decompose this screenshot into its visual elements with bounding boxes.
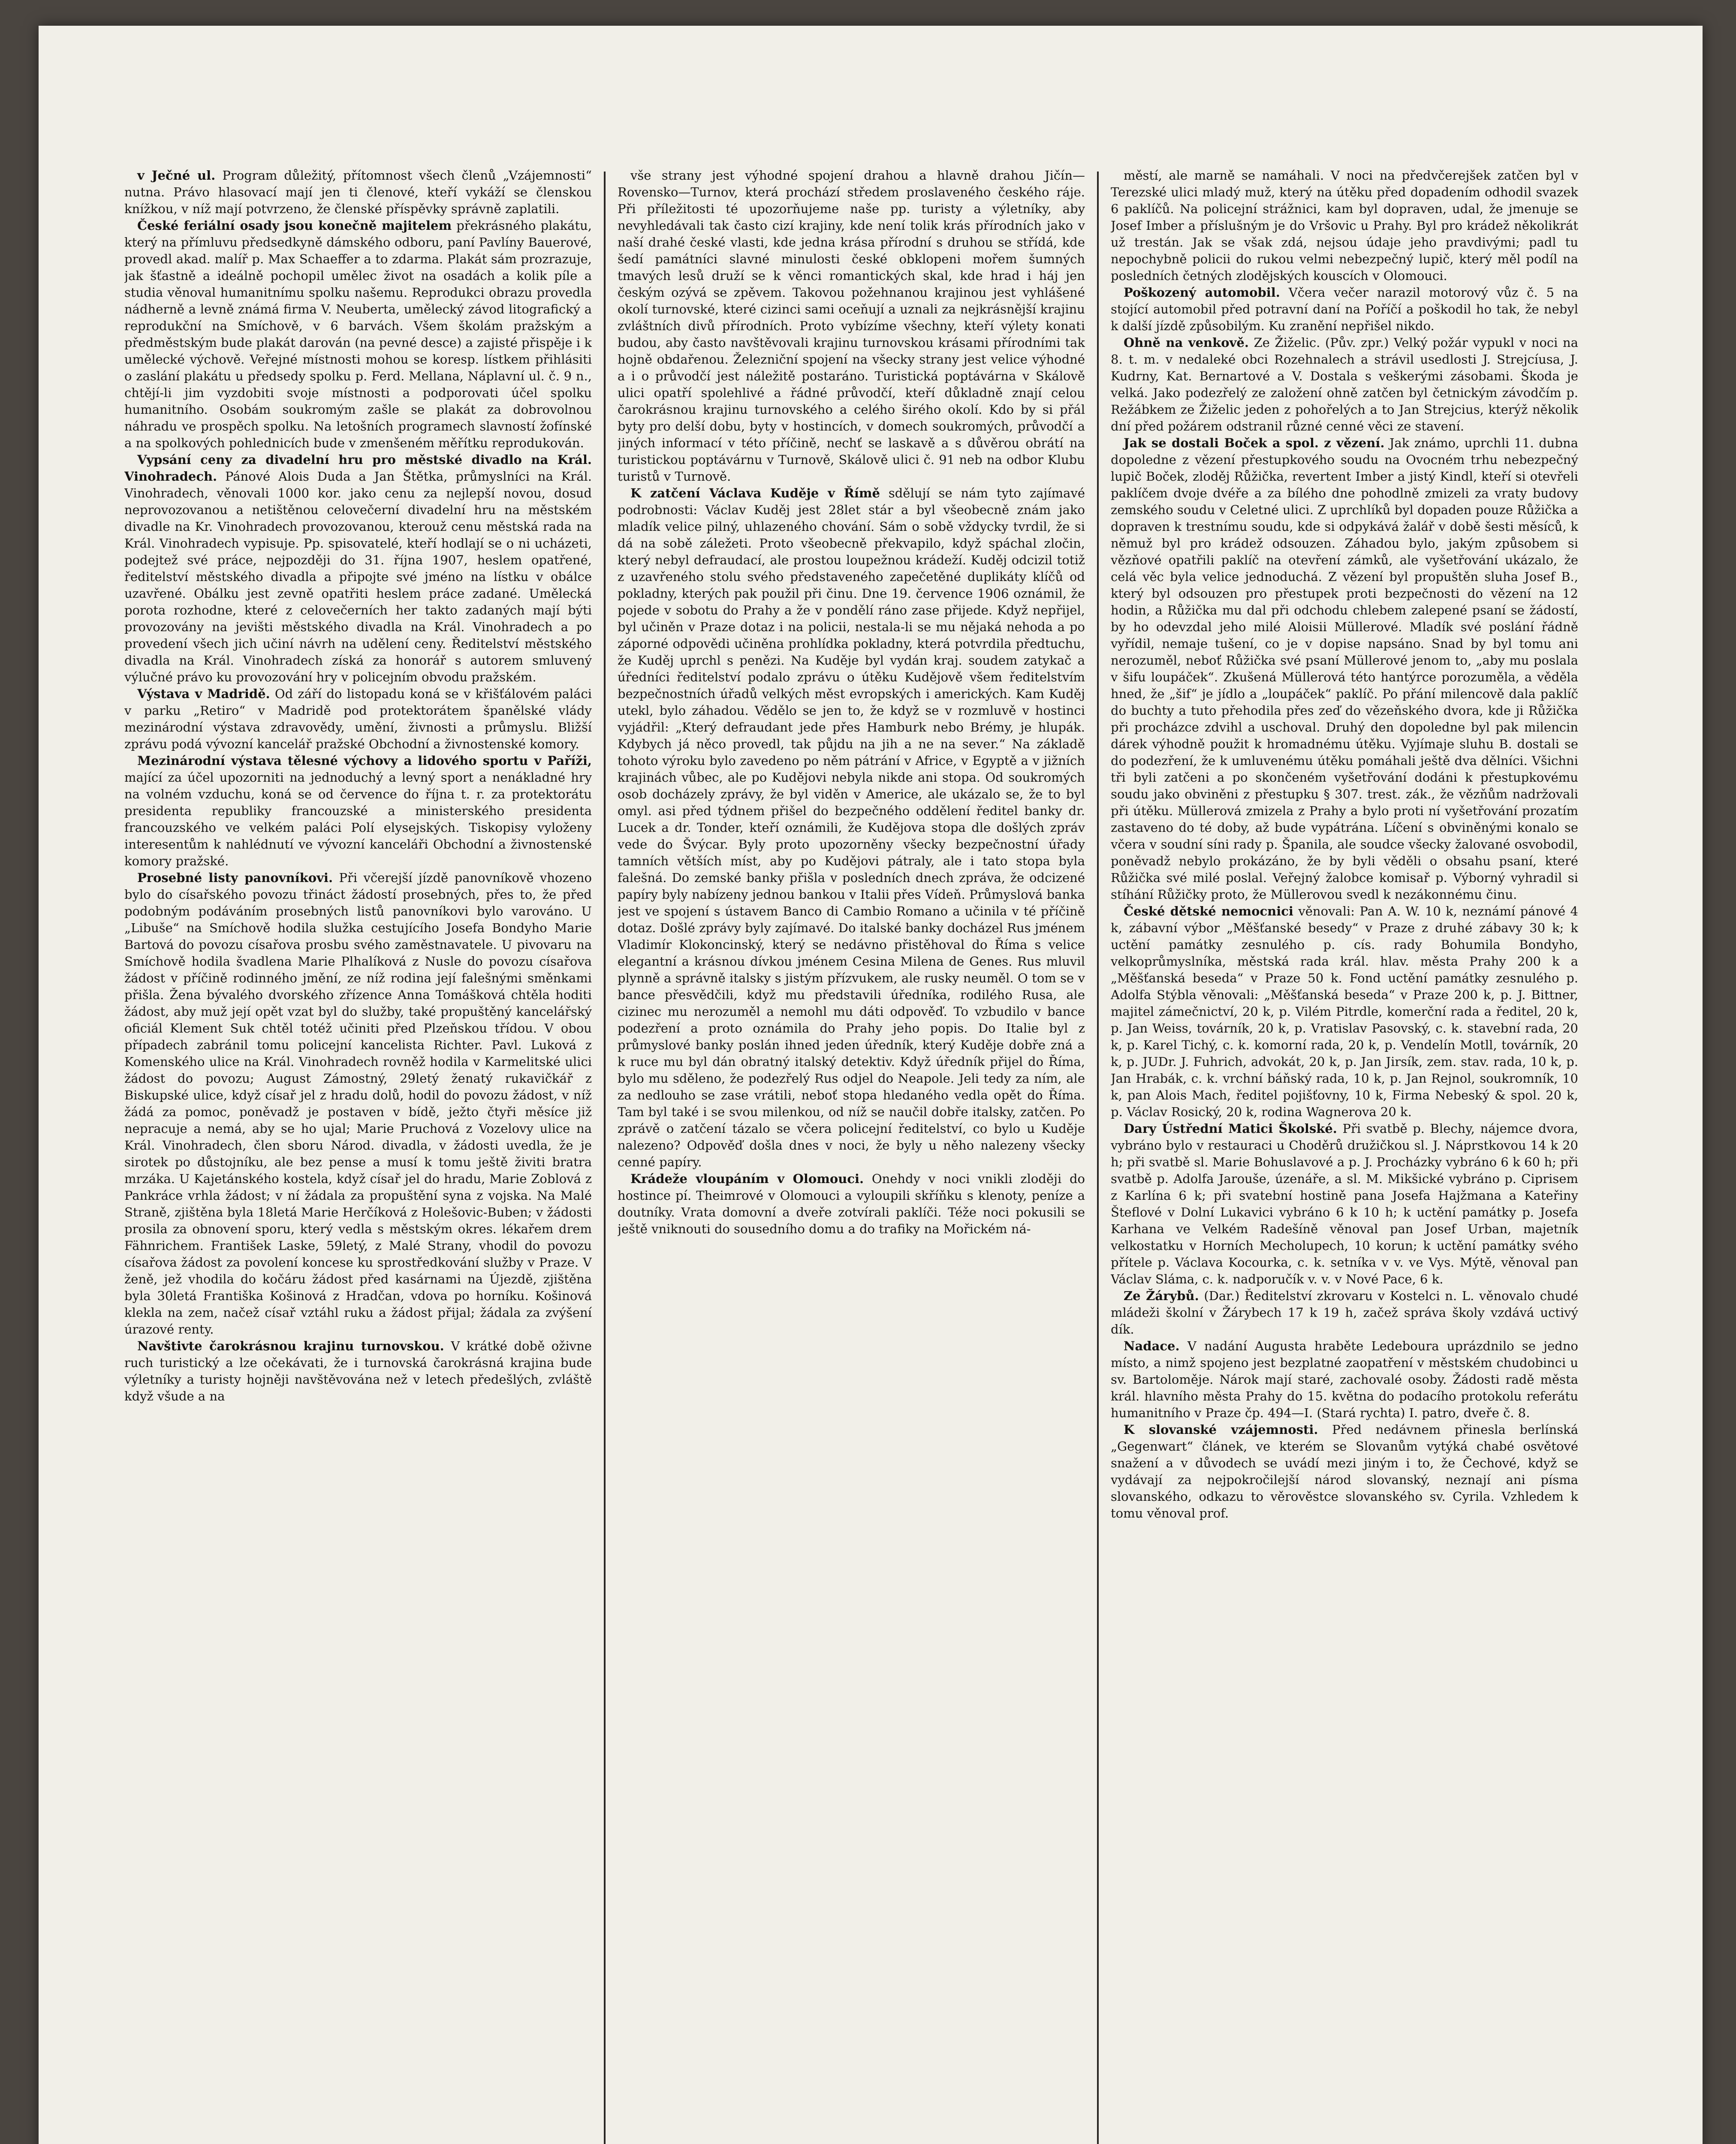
newspaper-page xyxy=(39,26,1703,2144)
article-headline: České feriální osady jsou konečně majitelem xyxy=(137,218,452,233)
column-2 xyxy=(618,167,1085,2144)
column-1 xyxy=(124,167,592,2144)
article-paragraph xyxy=(1111,1120,1578,1288)
article-body: Při včerejší jízdě panovníkově vhozeno bylo do císařského povozu třináct žádostí prosebných, přes to, že před podobným podáváním prosebných listů panovníkovi bylo varováno. U „Libuše“ na Smíchově hodila služka cestujícího Josefa Bondyho Marie Bartová do povozu císařova prosbu svého zaměstnavatele. U pivovaru na Smíchově hodila švadlena Marie Plhalíková z Nusle do povozu císařova žádost v příčině rodinného jmění, ze níž rodina její falešnými směnkami přišla. Žena bývalého dvorského zřízence Anna Tomášková chtěla hoditi žádost, aby muž její opět vzat byl do služby, také propuštěný kancelářský oficiál Klement Suk chtěl totéž učiniti před Plzeňskou třídou. V obou případech zabránil tomu policejní kancelista Richter. Pavl. Luková z Komenského ulice na Král. Vinohradech rovněž hodila v Karmelitské ulici žádost do povozu; August Zámostný, 29letý ženatý rukavičkář z Biskupské ulice, když císař jel z hradu dolů, hodil do povozu žádost, v níž žádá za pomoc, poněvadž je postaven v bídě, ježto čtyři měsíce již nepracuje a nemá, aby se ho ujal; Marie Pruchová z Vozelovy ulice na Král. Vinohradech, člen sboru Národ. divadla, v žádosti uvedla, že je sirotek po důstojníku, ale bez pense a musí k tomu ještě živiti bratra mrzáka. U Kajetánského kostela, když císař jel do hradu, Marie Zoblová z Pankráce vrhla žádost; v ní žádala za propuštění syna z vojska. Na Malé Straně, zjištěna byla 18letá Marie Herčíková z Holešovic-Buben; v žádosti prosila za obnovení sporu, který vedla s městským okres. lékařem drem Fähnrichem. František Laske, 59letý, z Malé Strany, vhodil do povozu císařova žádost za povolení koncese ku sprostředkování služby v Praze. V ženě, jež vhodila do kočáru žádost před kasárnami na Újezdě, zjištěna byla 30letá Františka Košinová z Hradčan, vdova po horníku. Košinová klekla na zem, načež císař vztáhl ruku a žádost přijal; žádala za zvýšení úrazové renty. xyxy=(124,870,592,1337)
article-headline: Dary Ústřední Matici Školské. xyxy=(1124,1121,1337,1136)
article-headline: Výstava v Madridě. xyxy=(137,687,270,701)
article-headline: K zatčení Václava Kuděje v Římě xyxy=(630,486,880,500)
article-headline: Vypsání ceny za divadelní hru pro městské divadlo na Král. Vinohradech. xyxy=(124,452,592,484)
article-body: Ze Žiželic. (Pův. zpr.) Velký požár vypukl v noci na 8. t. m. v nedaleké obci Rozehnalech a strávil usedlosti J. Strejcíusa, J. Kudrny, Kat. Bernartové a V. Dostala s veškerými zásobami. Škoda je velká. Jako podezřelý ze založení ohně zatčen byl četnickým závodčím p. Režábkem ze Žiželic jeden z pohořelých a to Jan Strejcius, kterýž několik dní před požárem odstranil různé cenné věci ze stavení. xyxy=(1111,335,1578,434)
article-body: sdělují se nám tyto zajímavé podrobnosti: Václav Kuděj jest 28let stár a byl všeobecně znám jako mladík velice pilný, uhlazeného chování. Sám o sobě vždycky tvrdil, že si dá na sobě záležeti. Proto všeobecně překvapilo, když spáchal zločin, který nebyl defraudací, ale prostou loupežnou krádeží. Kuděj odcizil totiž z uzavřeného stolu svého představeného zapečetěné duplikáty klíčů od pokladny, kterých pak použil při činu. Dne 19. července 1906 oznámil, že pojede v sobotu do Prahy a že v pondělí ráno zase přijede. Když nepřijel, byl učiněn v Praze dotaz i na policii, nestala-li se mu nějaká nehoda a po záporné odpovědi učiněna prohlídka pokladny, která potvrdila předtuchu, že Kuděj uprchl s penězi. Na Kuděje byl vydán kraj. soudem zatykač a úředníci ředitelství podalo zprávu o útěku Kudějově všem ředitelstvím bezpečnostních úřadů velkých měst evropských i amerických. Kam Kuděj utekl, bylo záhadou. Vědělo se jen to, že když se v rozmluvě v hostinci vyjádřil: „Který defraudant jede přes Hamburk nebo Brémy, je hlupák. Kdybych já něco provedl, tak půjdu na jih a ne na sever.“ Na základě tohoto výroku bylo zavedeno po něm pátrání v Africe, v Egyptě a v jižních krajinách vůbec, ale po Kudějovi nebyla nikde ani stopa. Od soukromých osob docházely zprávy, že byl viděn v Americe, ale ukázalo se, že to byl omyl. asi před týdnem přišel do bezpečného oddělení ředitel banky dr. Lucek a dr. Tonder, kteří oznámili, že Kudějova stopa dle došlých zpráv vede do Švýcar. Byly proto upozorněny všecky bezpečnostní úřady tamních větších míst, aby po Kudějovi pátraly, ale i tato stopa byla falešná. Do zemské banky přišla v posledních dnech zpráva, že odcizené papíry byly nabízeny jednou bankou v Italii přes Vídeň. Průmyslová banka jest ve spojení s ústavem Banco di Cambio Romano a učinila v té příčině dotaz. Došlé zprávy byly zajímavé. Do italské banky docházel Rus jménem Vladimír Klokoncinský, který se nedávno přistěhoval do Říma s velice elegantní a krásnou dívkou jménem Cesina Milena de Genes. Rus mluvil plynně a správně italsky s jistým přízvukem, ale rusky neuměl. O tom se v bance přesvědčili, když mu představili úředníka, rodilého Rusa, ale cizinec mu nerozuměl a nemohl mu dáti odpověď. To vzbudilo v bance podezření a proto oznámila do Prahy jeho popis. Do Italie byl z průmyslové banky poslán ihned jeden úředník, který Kuděje dobře zná a k ruce mu byl dán obratný italský detektiv. Když úředník přijel do Říma, bylo mu sděleno, že podezřelý Rus odjel do Neapole. Jeli tedy za ním, ale za nedlouho se zase vrátili, neboť stopa hledaného vedla opět do Říma. Tam byl také i se svou milenkou, od níž se naučil dobře italsky, zatčen. Po zprávě o zatčení tázalo se včera policejní ředitelství, co bylo u Kuděje nalezeno? Odpověď došla dnes v noci, že byly u něho nalezeny všecky cenné papíry. xyxy=(618,486,1085,1169)
article-paragraph xyxy=(618,1171,1085,1238)
article-paragraph xyxy=(1111,1288,1578,1338)
column-divider xyxy=(1097,172,1099,2144)
article-body: Včera večer narazil motorový vůz č. 5 na stojící automobil před potravní daní na Poříčí a poškodil ho tak, že nebyl k další jízdě způsobilým. Ku zranění nepřišel nikdo. xyxy=(1111,285,1578,333)
article-body: Jak známo, uprchli 11. dubna dopoledne z vězení přestupkového soudu na Ovocném trhu nebezpečný lupič Boček, zloděj Růžička, revertent Imber a jistý Kindl, kteří si otevřeli paklíčem dvoje dvéře a za bílého dne pohodlně zmizeli za vraty budovy zemského soudu v Celetné ulici. Z uprchlíků byl dopaden pouze Růžička a dopraven k trestnímu soudu, kde si odpykává žalář v době šesti měsíců, k němuž byl pro krádež odsouzen. Záhadou bylo, jakým způsobem si vězňové opatřili paklíč na otevření zámků, ale vyšetřování ukázalo, že celá věc byla velice jednoduchá. Z vězení byl propuštěn sluha Josef B., který byl odsouzen pro přestupek proti bezpečnosti do vězení na 12 hodin, a Růžička mu dal při odchodu chlebem zalepené psaní se žádostí, by ho odevzdal jeho milé Aloisii Müllerové. Mladík své poslání řádně vyřídil, nemaje tušení, co je v dopise napsáno. Snad by byl tomu ani nerozuměl, neboť Růžička své psaní Müllerové jenom to, „aby mu poslala v šifu loupáček“. Zkušená Müllerová této hantýrce porozuměla, a věděla hned, že „šif“ je jídlo a „loupáček“ paklíč. Po přání milencově dala paklíč do buchty a tuto přehodila přes zeď do vězeňského dvora, kde ji Růžička při procházce zdvihl a uschoval. Druhý den dopoledne byl pak milencin dárek výhodně použit k hromadnému útěku. Vyjímaje sluhu B. dostali se do podezření, že k umluvenému útěku pomáhali ještě dva dělníci. Všichni tři byli zatčeni a po skončeném vyšetřování dodáni k přestupkovému soudu jako obviněni z přestupku § 307. trest. zák., že vězňům nadržovali při útěku. Müllerová zmizela z Prahy a bylo proti ní vyšetřování prozatím zastaveno do té doby, až bude vypátrána. Líčení s obviněnými konalo se včera v soudní síni rady p. Španila, ale soudce všecky žalované osvobodil, poněvadž nebylo prokázáno, že by byli věděli o obsahu psaní, které Růžička své milé poslal. Veřejný žalobce komisař p. Výborný vyhradil si stíhání Růžičky proto, že Müllerovou svedl k nezákonnému činu. xyxy=(1111,436,1578,902)
article-body: Pánové Alois Duda a Jan Štětka, průmyslníci na Král. Vinohradech, věnovali 1000 kor. jako cenu za nejlepší novou, dosud neprovozovanou a netištěnou celovečerní divadelní hru na městském divadle na Kr. Vinohradech provozovanou, kterouž cenu městská rada na Král. Vinohradech vypisuje. Pp. spisovatelé, kteří hodlají se o ni ucházeti, podejtež své práce, nejpozději do 31. října 1907, heslem opatřené, ředitelství městského divadla a připojte své jméno na lístku v obálce uzavřené. Obálku jest zevně opatřiti heslem práce zadané. Umělecká porota rozhodne, které z celovečerních her takto zadaných mají býti provozovány na jevišti městského divadla na Král. Vinohradech a po provedení všech jich učiní návrh na udělení ceny. Ředitelství městského divadla na Král. Vinohradech získá za honorář s autorem smluvený výlučné právo ku provozování hry v policejním obvodu pražském. xyxy=(124,469,592,684)
article-headline: Prosebné listy panovníkovi. xyxy=(137,870,333,885)
article-paragraph xyxy=(1111,334,1578,435)
article-paragraph xyxy=(1111,903,1578,1120)
article-body: Onehdy v noci vnikli zloději do hostince pí. Theimrové v Olomouci a vyloupili skříňku s klenoty, peníze a doutníky. Vrata domovní a dveře zotvírali paklíči. Téže noci pokusili se ještě vniknouti do sousedního domu a do trafiky na Mořickém ná- xyxy=(618,1171,1085,1236)
article-headline: Ze Žárybů. xyxy=(1124,1289,1199,1303)
article-body: věnovali: Pan A. W. 10 k, neznámí pánové 4 k, zábavní výbor „Měšťanské besedy“ v Praze z druhé zábavy 30 k; k uctění památky zesnulého p. cís. rady Bohumila Bondyho, velkoprůmyslníka, městská rada král. hlav. města Prahy 200 k a „Měšťanská beseda“ v Praze 50 k. Fond uctění památky zesnulého p. Adolfa Stýbla věnovali: „Měšťanská beseda“ v Praze 200 k, p. J. Bittner, majitel zámečnictví, 20 k, p. Vilém Pitrdle, komerční rada a ředitel, 20 k, p. Jan Weiss, továrník, 20 k, p. Vratislav Pasovský, c. k. stavební rada, 20 k, p. Karel Tichý, c. k. komorní rada, 20 k, p. Vendelín Motll, továrník, 20 k, p. JUDr. J. Fuhrich, advokát, 20 k, p. Jan Jirsík, zem. stav. rada, 10 k, p. Jan Hrabák, c. k. vrchní báňský rada, 10 k, p. Jan Rejnol, soukromník, 10 k, pan Alois Mach, ředitel pojišťovny, 10 k, Firma Nebeský & spol. 20 k, p. Václav Rosický, 20 k, rodina Wagnerova 20 k. xyxy=(1111,904,1578,1119)
article-body: (Dar.) Ředitelství zkrovaru v Kostelci n. L. věnovalo chudé mládeži školní v Žárybech 17 k 19 h, začež správa školy vzdává uctivý dík. xyxy=(1111,1289,1578,1337)
article-paragraph xyxy=(124,1338,592,1405)
article-paragraph xyxy=(124,452,592,686)
article-headline: Krádeže vloupáním v Olomouci. xyxy=(630,1171,864,1186)
article-headline: Mezinárodní výstava tělesné výchovy a lidového sportu v Paříži, xyxy=(137,753,592,768)
article-paragraph xyxy=(618,167,1085,485)
article-headline: Nadace. xyxy=(1124,1339,1180,1353)
article-paragraph xyxy=(1111,1421,1578,1522)
article-paragraph xyxy=(124,870,592,1338)
article-headline: Ohně na venkově. xyxy=(1124,335,1249,350)
article-headline: v Ječné ul. xyxy=(137,168,216,183)
article-headline: Navštivte čarokrásnou krajinu turnovskou. xyxy=(137,1339,444,1353)
article-headline: Poškozený automobil. xyxy=(1124,285,1280,300)
article-columns xyxy=(124,167,1600,2144)
article-body: mající za účel upozorniti na jednoduchý a levný sport a nenákladné hry na volném vzduchu, koná se od července do října t. r. za protektorátu presidenta republiky francouzské a ministerského presidenta francouzského ve velkém paláci Polí elysejských. Tiskopisy vyloženy interesentům k nahlédnutí ve vývozní kanceláři Obchodní a živnostenské komory pražské. xyxy=(124,770,592,868)
article-body: Od září do listopadu koná se v křišťálovém paláci v parku „Retiro“ v Madridě pod protektorátem španělské vlády mezinárodní výstava zdravovědy, umění, živnosti a průmyslu. Bližší zprávu podá vývozní kancelář pražské Obchodní a živnostenské komory. xyxy=(124,687,592,751)
article-body: V nadání Augusta hraběte Ledebourа uprázdnilo se jedno místo, a nimž spojeno jest bezplatné zaopatření v městském chudobinci u sv. Bartoloměje. Nárok mají staré, zachovalé osoby. Žádosti radě města král. hlavního města Prahy do 15. května do podacího protokolu referátu humanitního v Praze čp. 494—I. (Stará rychta) I. patro, dveře č. 8. xyxy=(1111,1339,1578,1420)
article-paragraph xyxy=(1111,167,1578,284)
article-paragraph xyxy=(124,686,592,753)
article-body: městí, ale marně se namáhali. V noci na předvčerejšek zatčen byl v Terezské ulici mladý muž, který na útěku před dopadením odhodil svazek 6 paklíčů. Na policejní strážnici, kam byl dopraven, udal, že jmenuje se Josef Imber a příslušným je do Vršovic u Prahy. Byl pro krádež několikrát už trestán. Jak se však zdá, nejsou údaje jeho pravdivými; padl tu nepochybně policii do rukou velmi nebezpečný lupič, který měl podíl na posledních četných zlodějských kouscích v Olomouci. xyxy=(1111,168,1578,283)
column-3 xyxy=(1111,167,1578,2144)
article-body: Při svatbě p. Blechy, nájemce dvora, vybráno bylo v restauraci u Choděrů družičkou sl. J. Náprstkovou 14 k 20 h; při svatbě sl. Marie Bohuslavové a p. J. Procházky vybráno 6 k 60 h; při svatbě p. Adolfa Jarouše, úzenáře, a sl. M. Mikšické vybráno p. Ciprisem z Karlína 6 k; při svatební hostině pana Josefa Hajžmana a Kateřiny Šteflové v Dolní Lukavici vybráno 6 k 10 h; k uctění památky p. Josefa Karhana ve Velkém Radešíně věnoval pan Josef Urban, majetník velkostatku v Horních Mecholupech, 10 korun; k uctění památky svého přítele p. Václava Kocourka, c. k. setníka v v. ve Vys. Mýtě, věnoval pan Václav Sláma, c. k. nadporučík v. v. v Nové Pace, 6 k. xyxy=(1111,1121,1578,1286)
article-body: Před nedávnem přinesla berlínská „Gegenwart“ článek, ve kterém se Slovanům vytýká chabé osvětové snažení a v důvodech se uvádí mezi jiným i to, že Čechové, když se vydávají za nejpokročilejší národ slovanský, neznají ani písma slovanského, odkazu to věrověstce slovanského sv. Cyrila. Vzhledem k tomu věnoval prof. xyxy=(1111,1422,1578,1521)
article-paragraph xyxy=(124,217,592,452)
article-headline: České dětské nemocnici xyxy=(1124,904,1293,918)
article-paragraph xyxy=(1111,435,1578,903)
article-paragraph xyxy=(1111,1338,1578,1421)
article-paragraph xyxy=(618,485,1085,1171)
article-paragraph xyxy=(124,167,592,217)
article-body: V krátké době oživne ruch turistický a lze očekávati, že i turnovská čarokrásná krajina bude výletníky a turisty hojněji navštěvována než v letech předešlých, zvláště když všude a na xyxy=(124,1339,592,1403)
article-body: překrásného plakátu, který na přímluvu předsedkyně dámského odboru, paní Pavlíny Bauerové, provedl akad. malíř p. Max Schaeffer a to zdarma. Plakát sám prozrazuje, jak šťastně a ideálně pochopil umělec život na osadách a kolik píle a studia věnoval humanitnímu spolku našemu. Reprodukci obrazu provedla nádherně a levně známá firma V. Neuberta, umělecký závod litografický a reprodukční na Smíchově, v 6 barvách. Všem školám pražským a předměstským bude plakát darován (na pevné desce) a zajisté přispěje i k umělecké výchově. Veřejné místnosti mohou se koresp. lístkem přihlásiti o zaslání plakátu u předsedy spolku p. Ferd. Mellana, Náplavní ul. č. 9 n., chtějí-li jim vyzdobiti svoje místnosti a podporovati účel spolku humanitního. Osobám soukromým zašle se plakát za dobrovolnou náhradu ve prospěch spolku. Na letošních programech slavností žofínské a na spolkových pohlednicích bude v zmenšeném měřítku reprodukován. xyxy=(124,218,592,450)
article-headline: Jak se dostali Boček a spol. z vězení. xyxy=(1124,436,1385,450)
article-body: Program důležitý, přítomnost všech členů „Vzájemnosti“ nutna. Právo hlasovací mají jen ti členové, kteří vykáží se členskou knížkou, v níž mají potvrzeno, že členské příspěvky správně zaplatili. xyxy=(124,168,592,216)
article-paragraph xyxy=(1111,284,1578,334)
article-headline: K slovanské vzájemnosti. xyxy=(1124,1422,1318,1437)
article-paragraph xyxy=(124,753,592,870)
article-body: vše strany jest výhodné spojení drahou a hlavně drahou Jičín—Rovensko—Turnov, která prochází středem proslaveného českého ráje. Při příležitosti té upozorňujeme naše pp. turisty a výletníky, aby nevyhledávali tak často cizí krajiny, kde není tolik krás přírodních jako v naší drahé české vlasti, kde jedna krása přírodní s druhou se střídá, kde šedí památníci slavné minulosti české obklopeni mořem šumných tmavých lesů druží se k věnci romantických skal, kde hrad i háj jen českým ozývá se zpěvem. Takovou požehnanou krajinou jest vyhlášené okolí turnovské, které cizinci sami oceňují a uznali za nejkrásnější krajinu zvláštních divů přírodních. Proto vybízíme všechny, kteří výlety konati budou, aby často navštěvovali krajinu turnovskou krásami přírodními tak hojně obdařenou. Železniční spojení na všecky strany jest velice výhodné a i o průvodčí jest náležitě postaráno. Turistická poptávárna v Skálově ulici opatří spolehlivé a řádné průvodčí, kteří důkladně znají celou čarokrásnou krajinu turnovského a celého širého okolí. Kdo by si přál byty pro delší dobu, byty v hostincích, v domech soukromých, průvodčí a jiných informací v této příčině, nechť se laskavě a s důvěrou obrátí na turistickou poptávárnu v Turnově, Skálově ulici č. 91 neb na odbor Klubu turistů v Turnově. xyxy=(618,168,1085,484)
column-divider xyxy=(604,172,606,2144)
